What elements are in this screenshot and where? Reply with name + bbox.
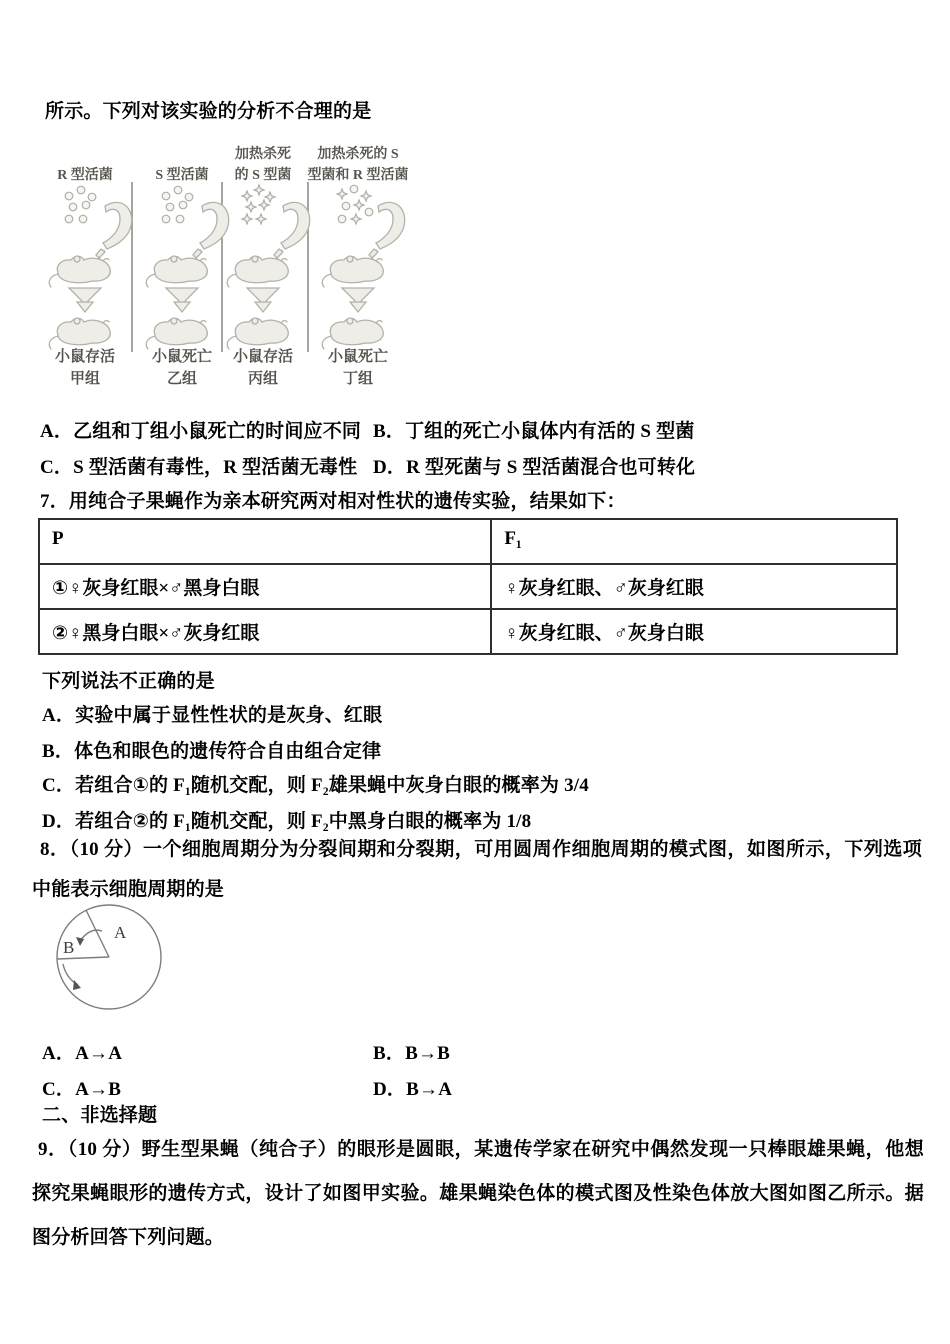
mouse-figure: [227, 256, 288, 287]
sector-label-b: B: [63, 938, 75, 957]
table-header-row: [39, 519, 897, 564]
q7-option-c: C．若组合①的 F₁随机交配，则 F₂雄果蝇中灰身白眼的概率为 3/4: [42, 775, 589, 796]
cross-2-offspring: ♀灰身红眼、♂灰身白眼: [491, 609, 897, 654]
group-label: 的 S 型菌: [234, 168, 292, 183]
experiment-group-jia: [49, 166, 131, 387]
group-label: 型菌和 R 型活菌: [307, 168, 409, 183]
group-label: 加热杀死的 S: [317, 147, 399, 162]
syringe-icon: [96, 202, 132, 261]
down-arrow-icon: [342, 288, 374, 312]
cross-2-parents: ②♀黑身白眼×♂灰身红眼: [39, 609, 491, 654]
cross-1-offspring: ♀灰身红眼、♂灰身红眼: [491, 564, 897, 609]
q7-option-b: B．体色和眼色的遗传符合自由组合定律: [42, 741, 382, 762]
q8-option-b: B．B→B: [373, 1043, 451, 1064]
experiment-group-bing: [227, 145, 309, 387]
q6-option-c: C．S 型活菌有毒性，R 型活菌无毒性: [40, 457, 358, 478]
q6-option-b: B．丁组的死亡小鼠体内有活的 S 型菌: [373, 421, 695, 442]
q7-substem: 下列说法不正确的是: [42, 671, 215, 692]
q6-option-d: D．R 型死菌与 S 型活菌混合也可转化: [373, 457, 696, 478]
bacteria-dots: [162, 186, 193, 223]
q7-option-d: D．若组合②的 F₁随机交配，则 F₂中黑身白眼的概率为 1/8: [42, 811, 532, 832]
question6-intro-text: 所示。下列对该实验的分析不合理的是: [45, 101, 372, 122]
group-name: 丁组: [342, 371, 374, 387]
arrowhead-icon: [73, 980, 81, 990]
group-name: 丙组: [247, 371, 279, 387]
bacteria-dots: [242, 185, 275, 224]
table-row: [39, 564, 897, 609]
experiment-group-ding: [307, 145, 408, 387]
result-label: 小鼠死亡: [327, 349, 389, 365]
mouse-figure: [146, 318, 207, 349]
q7-option-a: A．实验中属于显性性状的是灰身、红眼: [42, 705, 383, 726]
syringe-icon: [193, 202, 229, 261]
group-label: R 型活菌: [57, 168, 113, 183]
q8-stem: 8．（10 分）一个细胞周期分为分裂间期和分裂期，可用圆周作细胞周期的模式图，如图所示，下列选项中能表示细胞周期的是: [32, 839, 922, 900]
result-label: 小鼠存活: [54, 349, 116, 365]
result-label: 小鼠死亡: [151, 349, 213, 365]
q7-cross-table: [38, 518, 898, 655]
sector-radius: [57, 957, 109, 959]
syringe-icon: [274, 202, 310, 261]
col-header-p: P: [39, 519, 491, 564]
q8-option-d: D．B→A: [373, 1079, 453, 1100]
mouse-figure: [227, 318, 288, 349]
group-label: 加热杀死: [235, 147, 291, 162]
q9-stem: 9．（10 分）野生型果蝇（纯合子）的眼形是圆眼，某遗传学家在研究中偶然发现一只棒眼雄果蝇，他想探究果蝇眼形的遗传方式，设计了如图甲实验。雄果蝇染色体的模式图及性染色体放大图如图乙所示。据图分析回答下列问题。: [32, 1139, 924, 1248]
col-header-f1: F₁: [491, 519, 897, 564]
group-name: 乙组: [166, 371, 198, 387]
section-title: 二、非选择题: [42, 1105, 158, 1126]
griffith-experiment-figure: [30, 142, 450, 394]
cross-1-parents: ①♀灰身红眼×♂黑身白眼: [39, 564, 491, 609]
bacteria-dots: [337, 185, 373, 224]
down-arrow-icon: [247, 288, 279, 312]
experiment-group-yi: [146, 166, 228, 387]
direction-arrow: [63, 964, 78, 985]
table-row: [39, 609, 897, 654]
result-label: 小鼠存活: [232, 349, 294, 365]
mouse-figure: [49, 318, 110, 349]
group-name: 甲组: [69, 371, 101, 387]
q6-option-a: A．乙组和丁组小鼠死亡的时间应不同: [40, 421, 362, 442]
q8-option-a: A．A→A: [42, 1043, 123, 1064]
sector-label-a: A: [114, 923, 127, 942]
mouse-figure: [146, 256, 207, 287]
mouse-figure: [322, 256, 383, 287]
bacteria-dots: [65, 186, 96, 223]
mouse-figure: [49, 256, 110, 287]
q8-option-c: C．A→B: [42, 1079, 122, 1100]
down-arrow-icon: [166, 288, 198, 312]
q7-stem: 7．用纯合子果蝇作为亲本研究两对相对性状的遗传实验，结果如下：: [40, 491, 626, 512]
sector-radius: [86, 910, 109, 957]
mouse-figure: [322, 318, 383, 349]
down-arrow-icon: [69, 288, 101, 312]
syringe-icon: [369, 202, 405, 261]
cell-cycle-pie-figure: [50, 898, 170, 1020]
group-label: S 型活菌: [155, 168, 209, 183]
